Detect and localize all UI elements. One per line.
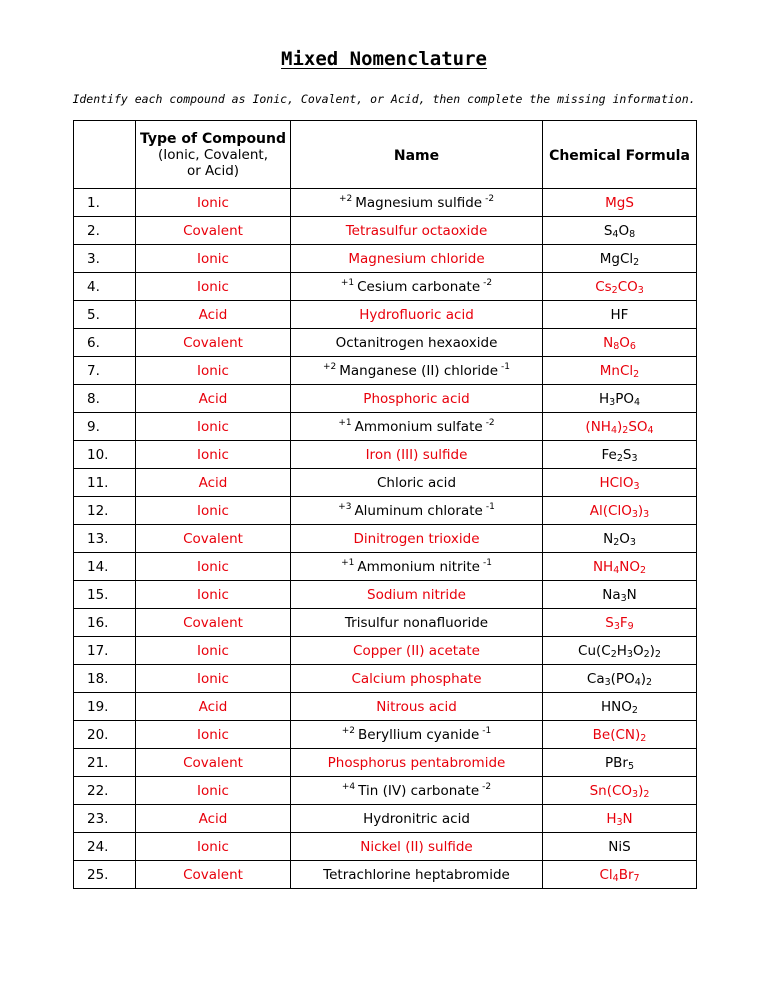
row-number: 23.: [74, 805, 136, 833]
formula-symbol: MgCl: [599, 250, 634, 267]
formula-symbol: S: [622, 446, 632, 463]
chemical-formula: [543, 861, 697, 889]
formula-subscript: 7: [633, 872, 640, 884]
compound-name-cell: [291, 245, 543, 273]
compound-name-cell: [291, 693, 543, 721]
cation-charge: +2: [322, 362, 337, 372]
formula-subscript: 4: [633, 396, 641, 408]
compound-name: Chloric acid: [376, 474, 457, 491]
row-number: 17.: [74, 637, 136, 665]
compound-name-cell: [291, 581, 543, 609]
compound-type: Ionic: [136, 413, 291, 441]
table-row: [74, 581, 697, 609]
anion-charge: -1: [501, 362, 511, 372]
row-number: 16.: [74, 609, 136, 637]
formula-symbol: NiS: [608, 838, 631, 855]
compound-type: Acid: [136, 385, 291, 413]
formula-subscript: 4: [634, 676, 641, 688]
formula-subscript: 2: [610, 648, 617, 660]
compound-name: Tin (IV) carbonate: [358, 782, 480, 799]
formula-subscript: 3: [643, 508, 650, 520]
table-row: [74, 189, 697, 217]
formula-subscript: 6: [629, 340, 636, 352]
formula-symbol: CO: [617, 278, 638, 295]
row-number: 20.: [74, 721, 136, 749]
formula-subscript: 2: [640, 732, 647, 744]
compound-type: Covalent: [136, 329, 291, 357]
nomenclature-table: [73, 120, 697, 889]
table-row: [74, 721, 697, 749]
compound-type: Acid: [136, 469, 291, 497]
row-number: 10.: [74, 441, 136, 469]
row-number: 25.: [74, 861, 136, 889]
table-body: [74, 189, 697, 889]
formula-symbol: ): [638, 782, 644, 799]
formula-symbol: H: [598, 390, 610, 407]
anion-charge: -2: [482, 782, 492, 792]
table-row: [74, 413, 697, 441]
formula-symbol: O: [632, 642, 644, 659]
formula-subscript: 8: [613, 340, 620, 352]
formula-symbol: Br: [618, 866, 634, 883]
row-number: 21.: [74, 749, 136, 777]
formula-symbol: O: [618, 222, 630, 239]
chemical-formula: [543, 721, 697, 749]
page-title: Mixed Nomenclature: [281, 48, 487, 70]
row-number: 1.: [74, 189, 136, 217]
row-number: 8.: [74, 385, 136, 413]
chemical-formula: [543, 469, 697, 497]
chemical-formula: [543, 301, 697, 329]
formula-subscript: 3: [604, 676, 611, 688]
chemical-formula: [543, 693, 697, 721]
compound-name: Cesium carbonate: [357, 278, 481, 295]
formula-subscript: 2: [633, 368, 640, 380]
formula-symbol: PBr: [605, 754, 628, 771]
formula-symbol: Mg: [605, 194, 626, 211]
compound-type: Covalent: [136, 609, 291, 637]
chemical-formula: [543, 217, 697, 245]
chemical-formula: [543, 553, 697, 581]
table-row: [74, 497, 697, 525]
formula-subscript: 3: [616, 816, 623, 828]
formula-symbol: Be(CN): [592, 726, 641, 743]
formula-symbol: Sn(CO: [589, 782, 633, 799]
formula-symbol: N: [622, 810, 633, 827]
header-number: [74, 121, 136, 189]
compound-name: Ammonium sulfate: [354, 418, 483, 435]
formula-symbol: Ca: [586, 670, 605, 687]
compound-type: Covalent: [136, 525, 291, 553]
header-formula: [543, 121, 697, 189]
header-name: [291, 121, 543, 189]
formula-symbol: O: [619, 334, 630, 351]
formula-subscript: 2: [633, 256, 640, 268]
formula-symbol: O: [619, 530, 630, 547]
header-type-sub1: (Ionic, Covalent,: [158, 146, 268, 163]
formula-subscript: 3: [631, 508, 638, 520]
formula-symbol: ): [617, 418, 623, 435]
chemical-formula: [543, 357, 697, 385]
cation-charge: +4: [341, 782, 356, 792]
table-row: [74, 637, 697, 665]
formula-subscript: 2: [643, 788, 650, 800]
compound-name-cell: [291, 301, 543, 329]
compound-type: Acid: [136, 805, 291, 833]
formula-symbol: (PO: [610, 670, 635, 687]
formula-symbol: NO: [619, 558, 640, 575]
formula-symbol: HClO: [599, 474, 634, 491]
formula-subscript: 2: [643, 648, 650, 660]
compound-name: Octanitrogen hexaoxide: [335, 334, 498, 351]
table-row: [74, 329, 697, 357]
chemical-formula: [543, 441, 697, 469]
table-row: [74, 805, 697, 833]
compound-name-cell: [291, 497, 543, 525]
compound-name-cell: [291, 721, 543, 749]
chemical-formula: [543, 413, 697, 441]
compound-type: Ionic: [136, 273, 291, 301]
formula-subscript: 3: [613, 620, 620, 632]
compound-name: Magnesium sulfide: [355, 194, 483, 211]
formula-subscript: 2: [616, 452, 623, 464]
formula-symbol: HNO: [601, 698, 632, 715]
compound-type: Ionic: [136, 245, 291, 273]
cation-charge: +1: [341, 558, 355, 568]
formula-subscript: 8: [629, 228, 636, 240]
table-row: [74, 861, 697, 889]
formula-subscript: 4: [612, 872, 619, 884]
formula-subscript: 3: [637, 284, 644, 296]
row-number: 5.: [74, 301, 136, 329]
compound-name: Ammonium nitrite: [357, 558, 480, 575]
formula-subscript: 3: [620, 592, 627, 604]
anion-charge: -1: [482, 726, 492, 736]
formula-subscript: 5: [627, 760, 634, 772]
formula-subscript: 3: [632, 788, 639, 800]
formula-subscript: 2: [613, 536, 620, 548]
formula-symbol: H: [606, 810, 617, 827]
compound-name: Iron (III) sulfide: [365, 446, 468, 463]
compound-name-cell: [291, 609, 543, 637]
compound-name: Copper (II) acetate: [353, 642, 480, 659]
header-row: [74, 121, 697, 189]
cation-charge: +2: [341, 726, 356, 736]
formula-subscript: 2: [611, 284, 618, 296]
compound-name: Nitrous acid: [376, 698, 457, 715]
instructions: Identify each compound as Ionic, Covalent, or Acid, then complete the missing information.: [72, 92, 696, 106]
formula-subscript: 2: [622, 424, 629, 436]
cation-charge: +3: [338, 502, 352, 512]
formula-subscript: 4: [613, 564, 620, 576]
chemical-formula: [543, 665, 697, 693]
table-row: [74, 525, 697, 553]
compound-name: Aluminum chlorate: [354, 502, 483, 519]
formula-subscript: 2: [631, 704, 638, 716]
anion-charge: -1: [485, 502, 495, 512]
anion-charge: -2: [485, 418, 495, 428]
row-number: 12.: [74, 497, 136, 525]
row-number: 11.: [74, 469, 136, 497]
compound-type: Ionic: [136, 357, 291, 385]
table-row: [74, 357, 697, 385]
compound-name-cell: [291, 553, 543, 581]
compound-type: Ionic: [136, 553, 291, 581]
compound-name: Hydrofluoric acid: [359, 306, 474, 323]
cation-charge: +2: [338, 194, 353, 204]
row-number: 15.: [74, 581, 136, 609]
chemical-formula: [543, 385, 697, 413]
header-type-sub2: or Acid): [186, 162, 240, 179]
formula-symbol: S: [625, 194, 634, 211]
formula-symbol: ): [637, 502, 644, 519]
compound-name-cell: [291, 833, 543, 861]
table-row: [74, 665, 697, 693]
table-row: [74, 301, 697, 329]
compound-name: Phosphorus pentabromide: [327, 754, 506, 771]
table-row: [74, 693, 697, 721]
formula-symbol: ): [640, 670, 647, 687]
formula-symbol: N: [626, 586, 637, 603]
formula-symbol: ): [649, 642, 655, 659]
compound-type: Covalent: [136, 749, 291, 777]
row-number: 7.: [74, 357, 136, 385]
row-number: 13.: [74, 525, 136, 553]
compound-name: Phosphoric acid: [363, 390, 470, 407]
chemical-formula: [543, 637, 697, 665]
table-row: [74, 833, 697, 861]
chemical-formula: [543, 609, 697, 637]
table-row: [74, 217, 697, 245]
compound-name-cell: [291, 189, 543, 217]
formula-symbol: SO: [628, 418, 648, 435]
formula-subscript: 4: [647, 424, 654, 436]
compound-name-cell: [291, 385, 543, 413]
compound-name-cell: [291, 665, 543, 693]
table-row: [74, 777, 697, 805]
compound-name: Magnesium chloride: [348, 250, 485, 267]
compound-type: Acid: [136, 301, 291, 329]
row-number: 9.: [74, 413, 136, 441]
row-number: 19.: [74, 693, 136, 721]
row-number: 2.: [74, 217, 136, 245]
compound-type: Covalent: [136, 217, 291, 245]
table-row: [74, 273, 697, 301]
formula-symbol: PO: [615, 390, 634, 407]
formula-symbol: Cl: [599, 866, 613, 883]
header-formula-label: Chemical Formula: [549, 148, 690, 164]
table-row: [74, 441, 697, 469]
anion-charge: -2: [483, 278, 493, 288]
compound-name: Calcium phosphate: [351, 670, 482, 687]
compound-name: Manganese (II) chloride: [339, 362, 499, 379]
formula-symbol: Al(ClO: [589, 502, 632, 519]
formula-symbol: H: [616, 642, 627, 659]
compound-name-cell: [291, 749, 543, 777]
chemical-formula: [543, 497, 697, 525]
formula-symbol: F: [619, 614, 628, 631]
compound-name: Sodium nitride: [367, 586, 466, 603]
chemical-formula: [543, 273, 697, 301]
compound-name: Beryllium cyanide: [358, 726, 480, 743]
formula-symbol: Cu(C: [578, 642, 611, 659]
formula-symbol: Fe: [601, 446, 617, 463]
compound-name-cell: [291, 357, 543, 385]
compound-type: Ionic: [136, 833, 291, 861]
table-row: [74, 385, 697, 413]
chemical-formula: [543, 189, 697, 217]
formula-subscript: 9: [627, 620, 634, 632]
compound-name: Tetrachlorine heptabromide: [323, 866, 510, 883]
compound-type: Acid: [136, 693, 291, 721]
compound-name-cell: [291, 413, 543, 441]
row-number: 18.: [74, 665, 136, 693]
table-row: [74, 609, 697, 637]
formula-subscript: 2: [639, 564, 647, 576]
formula-symbol: NH: [592, 558, 614, 575]
chemical-formula: [543, 777, 697, 805]
compound-name-cell: [291, 217, 543, 245]
anion-charge: -1: [482, 558, 492, 568]
formula-subscript: 2: [654, 648, 661, 660]
formula-subscript: 3: [629, 536, 636, 548]
formula-subscript: 3: [633, 480, 640, 492]
formula-symbol: N: [603, 334, 614, 351]
row-number: 3.: [74, 245, 136, 273]
formula-symbol: Cs: [595, 278, 612, 295]
compound-type: Ionic: [136, 581, 291, 609]
chemical-formula: [543, 749, 697, 777]
formula-symbol: Na: [602, 586, 621, 603]
chemical-formula: [543, 581, 697, 609]
formula-subscript: 3: [609, 396, 616, 408]
header-name-label: Name: [393, 148, 440, 164]
chemical-formula: [543, 329, 697, 357]
compound-type: Ionic: [136, 777, 291, 805]
compound-name-cell: [291, 469, 543, 497]
compound-type: Ionic: [136, 441, 291, 469]
formula-symbol: HF: [610, 306, 629, 323]
compound-name-cell: [291, 441, 543, 469]
formula-subscript: 3: [631, 452, 638, 464]
row-number: 4.: [74, 273, 136, 301]
compound-type: Ionic: [136, 637, 291, 665]
formula-symbol: S: [605, 614, 614, 631]
formula-symbol: MnCl: [599, 362, 634, 379]
compound-name: Trisulfur nonafluoride: [344, 614, 489, 631]
row-number: 24.: [74, 833, 136, 861]
compound-name-cell: [291, 525, 543, 553]
compound-name-cell: [291, 777, 543, 805]
compound-name-cell: [291, 273, 543, 301]
compound-name: Hydronitric acid: [363, 810, 470, 827]
compound-type: Ionic: [136, 665, 291, 693]
chemical-formula: [543, 245, 697, 273]
table-row: [74, 469, 697, 497]
cation-charge: +1: [340, 278, 355, 288]
chemical-formula: [543, 833, 697, 861]
compound-name-cell: [291, 329, 543, 357]
chemical-formula: [543, 805, 697, 833]
table-row: [74, 245, 697, 273]
row-number: 6.: [74, 329, 136, 357]
row-number: 14.: [74, 553, 136, 581]
formula-symbol: S: [603, 222, 613, 239]
compound-name-cell: [291, 805, 543, 833]
table-row: [74, 749, 697, 777]
formula-subscript: 3: [626, 648, 633, 660]
formula-symbol: N: [603, 530, 614, 547]
compound-name-cell: [291, 861, 543, 889]
header-type-label: Type of Compound: [139, 130, 287, 147]
row-number: 22.: [74, 777, 136, 805]
compound-name: Tetrasulfur octaoxide: [345, 222, 488, 239]
compound-type: Ionic: [136, 189, 291, 217]
compound-name: Dinitrogen trioxide: [353, 530, 480, 547]
table-row: [74, 553, 697, 581]
compound-type: Ionic: [136, 721, 291, 749]
compound-name-cell: [291, 637, 543, 665]
formula-subscript: 2: [646, 676, 653, 688]
formula-subscript: 4: [610, 424, 617, 436]
compound-name: Nickel (II) sulfide: [360, 838, 473, 855]
formula-symbol: (NH: [585, 418, 611, 435]
anion-charge: -2: [485, 194, 495, 204]
chemical-formula: [543, 525, 697, 553]
header-type: [136, 121, 291, 189]
formula-subscript: 4: [612, 228, 619, 240]
compound-type: Ionic: [136, 497, 291, 525]
cation-charge: +1: [338, 418, 352, 428]
compound-type: Covalent: [136, 861, 291, 889]
